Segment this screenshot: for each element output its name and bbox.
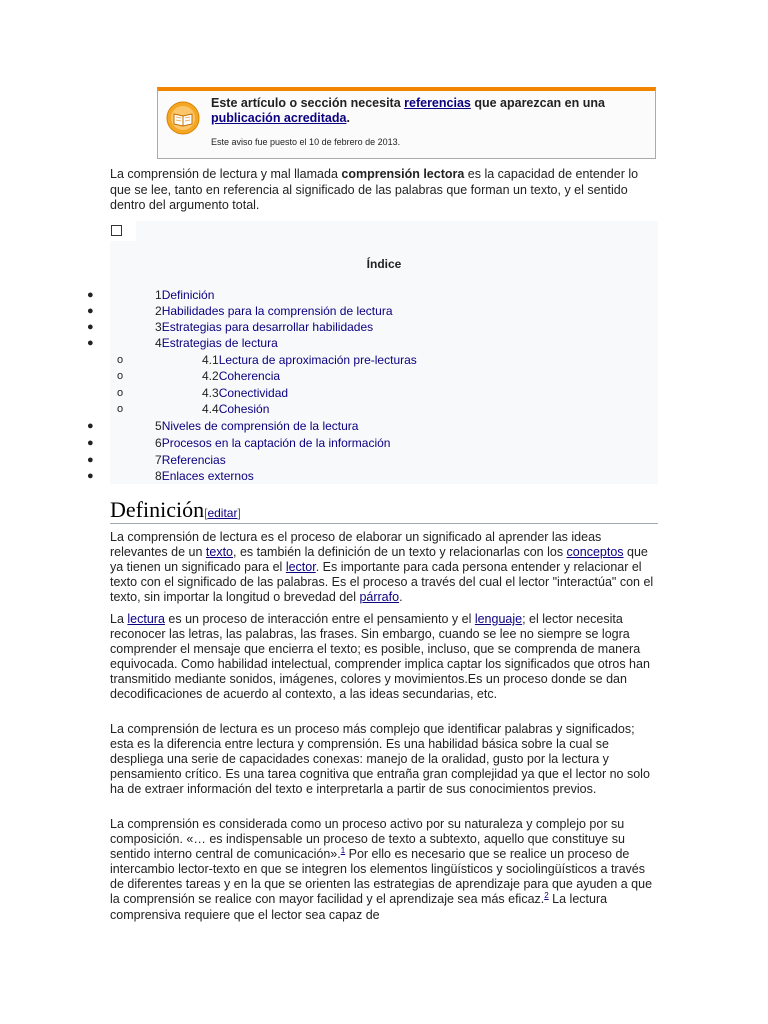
text: , es también la definición de un texto y relacionarlas con los [233, 545, 567, 560]
toc-number: 8 [155, 469, 162, 483]
section-title: Definición [110, 497, 205, 522]
toc-number: 4.1 [202, 353, 219, 367]
parrafo-link[interactable]: párrafo [359, 590, 400, 605]
toc-link[interactable]: Lectura de aproximación pre-lecturas [218, 353, 417, 367]
edit-bracket-close: ] [237, 506, 241, 520]
toc-title: Índice [366, 257, 402, 271]
toc-link[interactable]: Referencias [161, 453, 226, 467]
text: es un proceso de interacción entre el pensamiento y el [164, 612, 475, 626]
circle-bullet-icon: o [117, 403, 124, 415]
reference-2-link[interactable]: 2 [544, 891, 549, 901]
toc-number: 1 [155, 288, 162, 302]
bullet-icon: ● [87, 289, 94, 301]
text: ; el lector necesita reconocer las letras, las palabras, las frases. Sin embargo, cuando se lee no siempre se logra comprender el mensaje que encierra el texto; es posible, incluso, que se comprenda de manera equivocada. Como habilidad intelectual, comprender implica captar los significados que otros han transmitido mediante sonidos, imágenes, colores y movimientos.Es un proceso donde se dan decodificaciones de acuerdo al contexto, a las ideas secundarias, etc. [110, 612, 650, 702]
notice-prefix: Este artículo o sección necesita [211, 96, 405, 110]
text: . [399, 590, 403, 605]
lector-link[interactable]: lector [285, 560, 316, 575]
text: Por ello es necesario que se realice un proceso de intercambio lector-texto en que se integren los elementos lingüísticos y sociolingüísticos a través de diferentes tareas y en la que se orienten las estrategias de aprendizaje para que ayuden a que la comprensión se realice con mayor facilidad y el aprendizaje sea más eficaz. [110, 847, 653, 907]
bullet-icon: ● [87, 321, 94, 333]
toc-number: 6 [155, 436, 162, 450]
bullet-icon: ● [87, 337, 94, 349]
toc-link[interactable]: Niveles de comprensión de la lectura [161, 419, 359, 433]
bullet-icon: ● [87, 420, 94, 432]
toc-link[interactable]: Conectividad [218, 386, 289, 400]
toc-link[interactable]: Estrategias para desarrollar habilidades [161, 320, 374, 334]
text: que ya tienen un significado para el [110, 545, 648, 575]
toc-link[interactable]: Procesos en la captación de la información [161, 436, 391, 450]
text: La comprensión es considerada como un proceso activo por su naturaleza y complejo por su composición. «… es indispensable un proceso de texto a subtexto, aquello que constituye su sentido interno central de comunicación». [110, 817, 625, 862]
notice-date: Este aviso fue puesto el 10 de febrero de 2013. [211, 137, 401, 147]
intro-text-2: es la capacidad de entender lo que se lee, tanto en referencia al significado de las palabras que forman un texto, y el sentido dentro del argumento total. [110, 167, 639, 212]
toc-number: 5 [155, 419, 162, 433]
text: . Es importante para cada persona entender y relacionar el texto con el significado de las palabras. Es el proceso a través del cual el lector "interactúa" con el texto, sin importar la longitud o brevedad del [110, 560, 654, 605]
toc-number: 3 [155, 320, 162, 334]
text: La [110, 612, 128, 626]
notice-middle: que aparezcan en una [470, 96, 605, 110]
intro-text-1: La comprensión de lectura y mal llamada [110, 167, 342, 181]
notice-message [211, 96, 641, 126]
bullet-icon: ● [87, 305, 94, 317]
toc-link[interactable]: Habilidades para la comprensión de lectura [161, 304, 393, 318]
lenguaje-link[interactable]: lenguaje [474, 612, 523, 626]
paragraph-1 [110, 530, 658, 605]
toc-link[interactable]: Coherencia [218, 369, 281, 383]
text: La lectura comprensiva requiere que el lector sea capaz de [110, 892, 608, 922]
notice-suffix: . [346, 111, 350, 125]
intro-bold-term: comprensión lectora [341, 167, 465, 181]
bullet-icon: ● [87, 437, 94, 449]
referencias-link[interactable]: referencias [404, 96, 471, 110]
toc-number: 4 [155, 336, 162, 350]
toc-toggle-checkbox[interactable] [111, 225, 122, 236]
toc-link[interactable]: Estrategias de lectura [161, 336, 278, 350]
edit-link[interactable]: editar [207, 506, 238, 520]
text: La comprensión de lectura es el proceso de elaborar un significado al aprender las ideas relevantes de un [110, 530, 602, 560]
paragraph-2 [110, 612, 658, 703]
toc-link[interactable]: Definición [161, 288, 215, 302]
circle-bullet-icon: o [117, 387, 124, 399]
paragraph-3 [110, 722, 658, 797]
paragraph-4 [110, 817, 658, 923]
notice-box [157, 87, 656, 159]
publicacion-acreditada-link[interactable]: publicación acreditada [211, 111, 347, 125]
intro-paragraph [110, 167, 655, 214]
circle-bullet-icon: o [117, 370, 124, 382]
edit-section [204, 506, 241, 520]
toc-number: 4.2 [202, 369, 219, 383]
edit-bracket-open: [ [204, 506, 208, 520]
section-heading [110, 497, 658, 524]
circle-bullet-icon: o [117, 354, 124, 366]
toc-number: 4.3 [202, 386, 219, 400]
bullet-icon: ● [87, 454, 94, 466]
toc-number: 4.4 [202, 402, 219, 416]
book-icon [166, 101, 200, 135]
toc-number: 7 [155, 453, 162, 467]
toc-link[interactable]: Cohesión [218, 402, 270, 416]
bullet-icon: ● [87, 470, 94, 482]
reference-1-link[interactable]: 1 [340, 846, 346, 856]
texto-link[interactable]: texto [205, 545, 234, 560]
toc-number: 2 [155, 304, 162, 318]
conceptos-link[interactable]: conceptos [566, 545, 624, 560]
text: La comprensión de lectura es un proceso más complejo que identificar palabras y significados; esta es la diferencia entre lectura y comprensión. Es una habilidad básica sobre la cual se despliega una serie de capacidades conexas: manejo de la oralidad, gusto por la lectura y pensamiento crítico. Es una tarea cognitiva que entraña gran complejidad ya que el lector no solo ha de extraer información del texto e interpretarla a partir de sus conocimientos previos. [110, 722, 650, 797]
toc-link[interactable]: Enlaces externos [161, 469, 254, 483]
lectura-link[interactable]: lectura [127, 612, 165, 626]
